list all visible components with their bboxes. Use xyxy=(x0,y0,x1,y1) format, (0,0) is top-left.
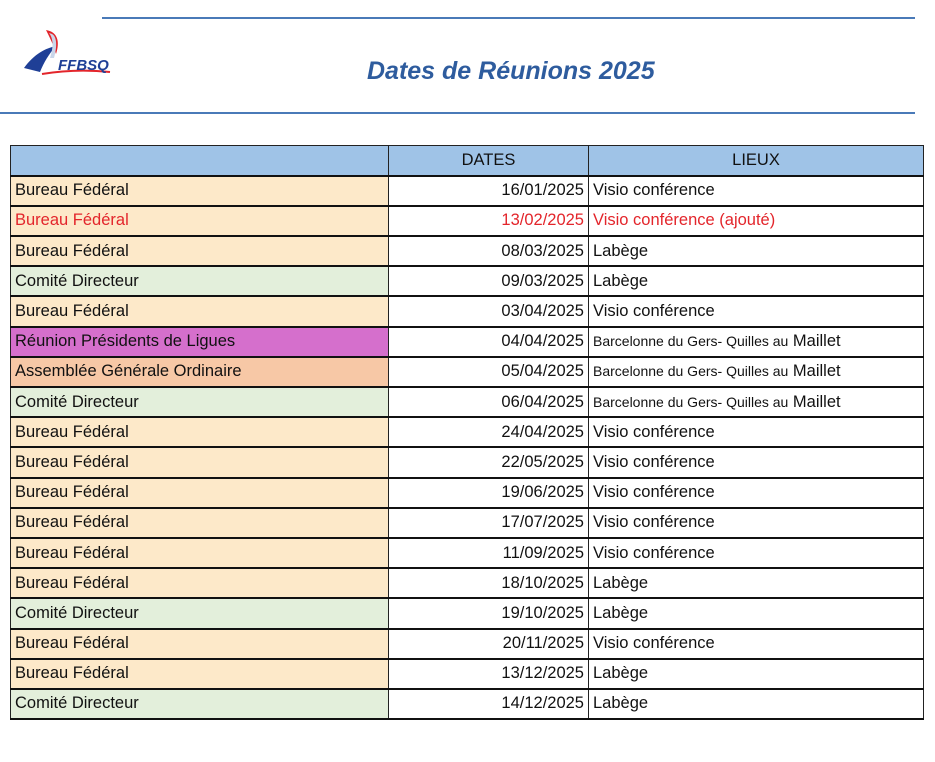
date-cell: 17/07/2025 xyxy=(389,508,589,538)
table-row xyxy=(11,206,924,236)
event-cell: Bureau Fédéral xyxy=(11,629,389,659)
date-cell: 14/12/2025 xyxy=(389,689,589,719)
place-suffix: Maillet xyxy=(792,332,841,351)
date-cell: 04/04/2025 xyxy=(389,327,589,357)
date-cell: 11/09/2025 xyxy=(389,538,589,568)
place-suffix: Maillet xyxy=(792,362,841,381)
page-title: Dates de Réunions 2025 xyxy=(367,57,655,85)
event-cell: Réunion Présidents de Ligues xyxy=(11,327,389,357)
place-cell: Labège xyxy=(589,689,924,719)
event-cell: Bureau Fédéral xyxy=(11,236,389,266)
event-cell: Bureau Fédéral xyxy=(11,206,389,236)
place-suffix: Maillet xyxy=(792,392,841,411)
date-cell: 20/11/2025 xyxy=(389,629,589,659)
place-cell: Visio conférence xyxy=(589,176,924,206)
table-row xyxy=(11,689,924,719)
date-cell: 18/10/2025 xyxy=(389,568,589,598)
header-top-rule xyxy=(102,17,915,19)
date-cell: 03/04/2025 xyxy=(389,296,589,326)
ffbsq-logo xyxy=(16,24,116,80)
table-row xyxy=(11,357,924,387)
place-cell xyxy=(589,357,924,387)
event-cell: Bureau Fédéral xyxy=(11,296,389,326)
event-cell: Bureau Fédéral xyxy=(11,659,389,689)
event-cell: Comité Directeur xyxy=(11,689,389,719)
event-cell: Bureau Fédéral xyxy=(11,508,389,538)
date-cell: 19/06/2025 xyxy=(389,478,589,508)
table-row xyxy=(11,659,924,689)
place-cell: Labège xyxy=(589,236,924,266)
place-cell: Visio conférence xyxy=(589,447,924,477)
table-row xyxy=(11,598,924,628)
logo-wing-blue xyxy=(24,46,56,72)
date-cell: 22/05/2025 xyxy=(389,447,589,477)
table-row xyxy=(11,176,924,206)
place-cell: Visio conférence xyxy=(589,478,924,508)
place-cell: Visio conférence xyxy=(589,296,924,326)
place-cell: Visio conférence xyxy=(589,538,924,568)
logo-text: FFBSQ xyxy=(58,57,109,74)
date-cell: 09/03/2025 xyxy=(389,266,589,296)
event-cell: Assemblée Générale Ordinaire xyxy=(11,357,389,387)
place-cell: Visio conférence xyxy=(589,629,924,659)
event-cell: Comité Directeur xyxy=(11,266,389,296)
table-row xyxy=(11,327,924,357)
table-row xyxy=(11,568,924,598)
place-cell: Visio conférence (ajouté) xyxy=(589,206,924,236)
table-row xyxy=(11,236,924,266)
header-cell-lieux: LIEUX xyxy=(589,146,924,176)
header-cell-dates: DATES xyxy=(389,146,589,176)
table-body xyxy=(11,176,924,719)
header-bottom-rule xyxy=(0,112,915,114)
event-cell: Bureau Fédéral xyxy=(11,538,389,568)
table-row xyxy=(11,417,924,447)
place-cell xyxy=(589,387,924,417)
place-text: Barcelonne du Gers- Quilles au xyxy=(593,333,789,350)
date-cell: 08/03/2025 xyxy=(389,236,589,266)
table-row xyxy=(11,447,924,477)
place-cell: Labège xyxy=(589,568,924,598)
event-cell: Comité Directeur xyxy=(11,387,389,417)
place-cell: Labège xyxy=(589,598,924,628)
place-cell: Visio conférence xyxy=(589,417,924,447)
header-cell-event xyxy=(11,146,389,176)
table-row xyxy=(11,387,924,417)
date-cell: 19/10/2025 xyxy=(389,598,589,628)
place-text: Barcelonne du Gers- Quilles au xyxy=(593,363,789,380)
table-row xyxy=(11,538,924,568)
table-row xyxy=(11,478,924,508)
table-row xyxy=(11,296,924,326)
table-row xyxy=(11,266,924,296)
event-cell: Bureau Fédéral xyxy=(11,478,389,508)
date-cell: 05/04/2025 xyxy=(389,357,589,387)
event-cell: Comité Directeur xyxy=(11,598,389,628)
event-cell: Bureau Fédéral xyxy=(11,568,389,598)
meetings-table xyxy=(10,145,924,720)
event-cell: Bureau Fédéral xyxy=(11,447,389,477)
date-cell: 13/12/2025 xyxy=(389,659,589,689)
place-cell: Labège xyxy=(589,266,924,296)
date-cell: 06/04/2025 xyxy=(389,387,589,417)
date-cell: 16/01/2025 xyxy=(389,176,589,206)
date-cell: 13/02/2025 xyxy=(389,206,589,236)
event-cell: Bureau Fédéral xyxy=(11,176,389,206)
place-text: Barcelonne du Gers- Quilles au xyxy=(593,393,789,410)
place-cell: Labège xyxy=(589,659,924,689)
date-cell: 24/04/2025 xyxy=(389,417,589,447)
table-header-row xyxy=(11,146,924,176)
table-row xyxy=(11,508,924,538)
place-cell: Visio conférence xyxy=(589,508,924,538)
table-row xyxy=(11,629,924,659)
place-cell xyxy=(589,327,924,357)
event-cell: Bureau Fédéral xyxy=(11,417,389,447)
